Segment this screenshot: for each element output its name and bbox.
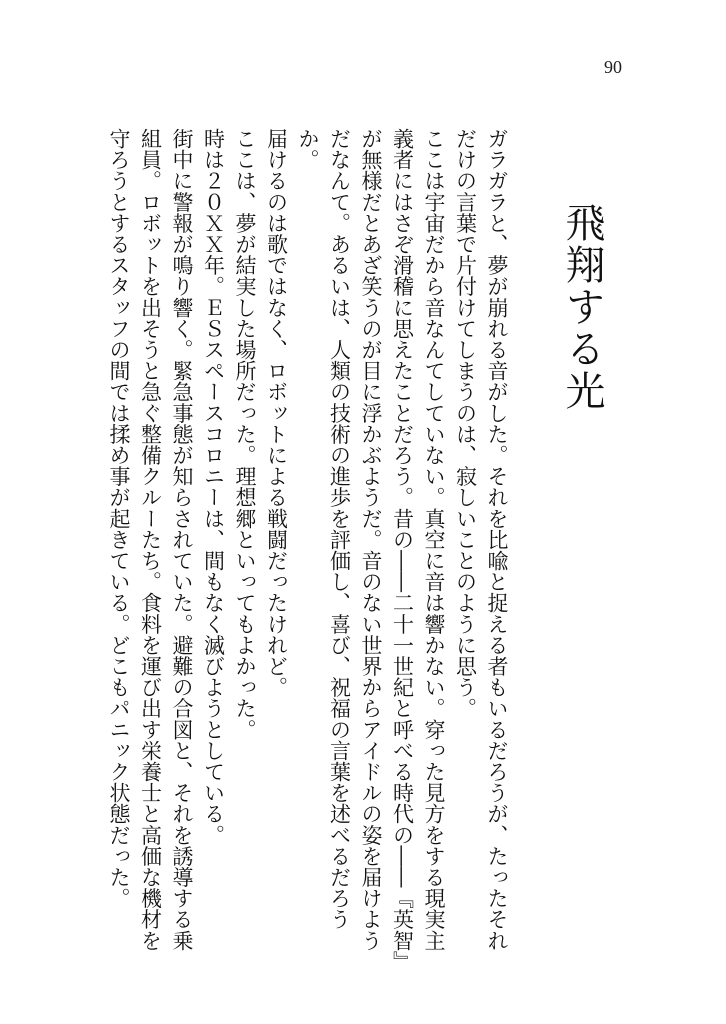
paragraph-1: ガラガラと、夢が崩れる音がした。それを比喩と捉える者もいるだろうが、たったそれだけの言葉で片付けてしまうのは、寂しいことのように思う。 [453, 128, 509, 951]
paragraph-3: 届けるのは歌ではなく、ロボットによる戦闘だったけれど。 [264, 128, 289, 698]
body-text [107, 128, 512, 968]
chapter-title: 飛翔する光 [559, 202, 605, 412]
paragraph-2: ここは宇宙だから音なんてしていない。真空に音は響かない。穿った見方をする現実主義者にはさぞ滑稽に思えたことだろう。昔の――二十一世紀と呼べる時代の――『英智』が無様だとあざ笑うのが目に浮かぶようだ。音のない世界からアイドルの姿を届けようだなんて。あるいは、人類の技術の進歩を評価し、喜び、祝福の言葉を述べるだろうか。 [296, 128, 446, 962]
page-number: 90 [604, 57, 622, 77]
paragraph-6: 街中に警報が鳴り響く。緊急事態が知らされていた。避難の合図と、それを誘導する乗組員。ロボットを出そうと急ぐ整備クルーたち。食料を運び出す栄養士と高価な機材を守ろうとするスタッフの間では揉め事が起きている。どこもパニック状態だった。 [107, 128, 194, 951]
paragraph-5: 時は２０ＸＸ年。ＥＳスペースコロニーは、間もなく滅びようとしている。 [201, 128, 226, 846]
paragraph-4: ここは、夢が結実した場所だった。理想郷といってもよかった。 [233, 128, 257, 740]
